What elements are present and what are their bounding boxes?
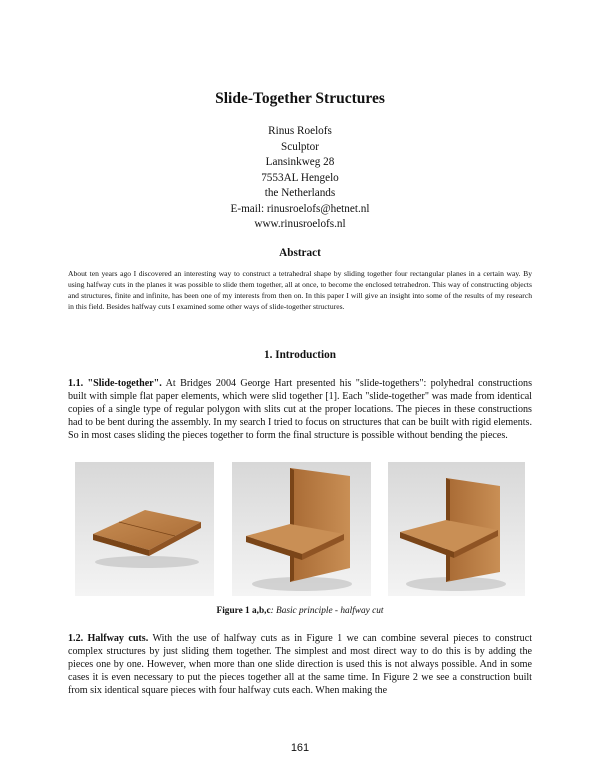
figure-1b-image — [232, 462, 371, 596]
paragraph-1-1-label: 1.1. "Slide-together". — [68, 378, 162, 389]
figure-1-caption-label: Figure 1 a,b,c — [216, 606, 271, 616]
figure-1 — [0, 462, 600, 596]
author-country: the Netherlands — [264, 187, 336, 199]
paragraph-1-2-text: With the use of halfway cuts as in Figure 1 we can combine several pieces to construct complex structures by just sliding them together. The simplest and most direct way to do this is by adding the pieces one by one. However, when more than one slide direction is used this is not always possible. And in some cases it is even necessary to put the pieces together all at the same time. In Figure 2 we see a construction built from six identical square pieces with four halfway cuts each. When making the — [68, 633, 533, 697]
page-number: 161 — [290, 742, 310, 754]
section-heading: 1. Introduction — [264, 349, 336, 361]
figure-1-caption-text: : Basic principle - halfway cut — [270, 606, 384, 616]
paragraph-1-1-text: At Bridges 2004 George Hart presented his "slide-togethers": polyhedral constructions built with simple flat paper elements, which were slid together [1]. Each "slide-together" was made from identical copies of a single type of regular polygon with slits cut at the proper locations. The pieces in these constructions had to be bent during the assembly. In my search I tried to focus on structures that can be built with rigid elements. So in most cases sliding the pieces together to form the final structure is possible without bending the pieces. — [68, 378, 533, 442]
abstract-heading: Abstract — [279, 247, 321, 259]
figure-1a-image — [75, 462, 214, 596]
author-email: E-mail: rinusroelofs@hetnet.nl — [230, 202, 370, 215]
author-website: www.rinusroelofs.nl — [254, 218, 346, 230]
paper-title: Slide-Together Structures — [215, 90, 385, 107]
figure-1c-image — [388, 462, 525, 596]
paragraph-1-1 — [68, 377, 532, 442]
author-name: Rinus Roelofs — [268, 125, 332, 137]
paragraph-1-2 — [68, 632, 532, 697]
paragraph-1-2-label: 1.2. Halfway cuts. — [68, 633, 149, 644]
author-block — [0, 124, 600, 233]
abstract-text: About ten years ago I discovered an interesting way to construct a tetrahedral shape by sliding together four rectangular planes in a certain way. By using halfway cuts in the planes it was possible to slide them together, all at once, to become the enclosed tetrahedron. This way of constructing objects and structures, finite and infinite, has been one of my interests from then on. In this paper I will give an insight into some of the results of my research in this field. Besides halfway cuts I examined some other ways of slide-together structures. — [68, 269, 532, 311]
figure-1-caption — [0, 606, 600, 616]
author-street: Lansinkweg 28 — [265, 156, 335, 168]
author-city: 7553AL Hengelo — [261, 171, 339, 184]
author-role: Sculptor — [281, 140, 319, 153]
